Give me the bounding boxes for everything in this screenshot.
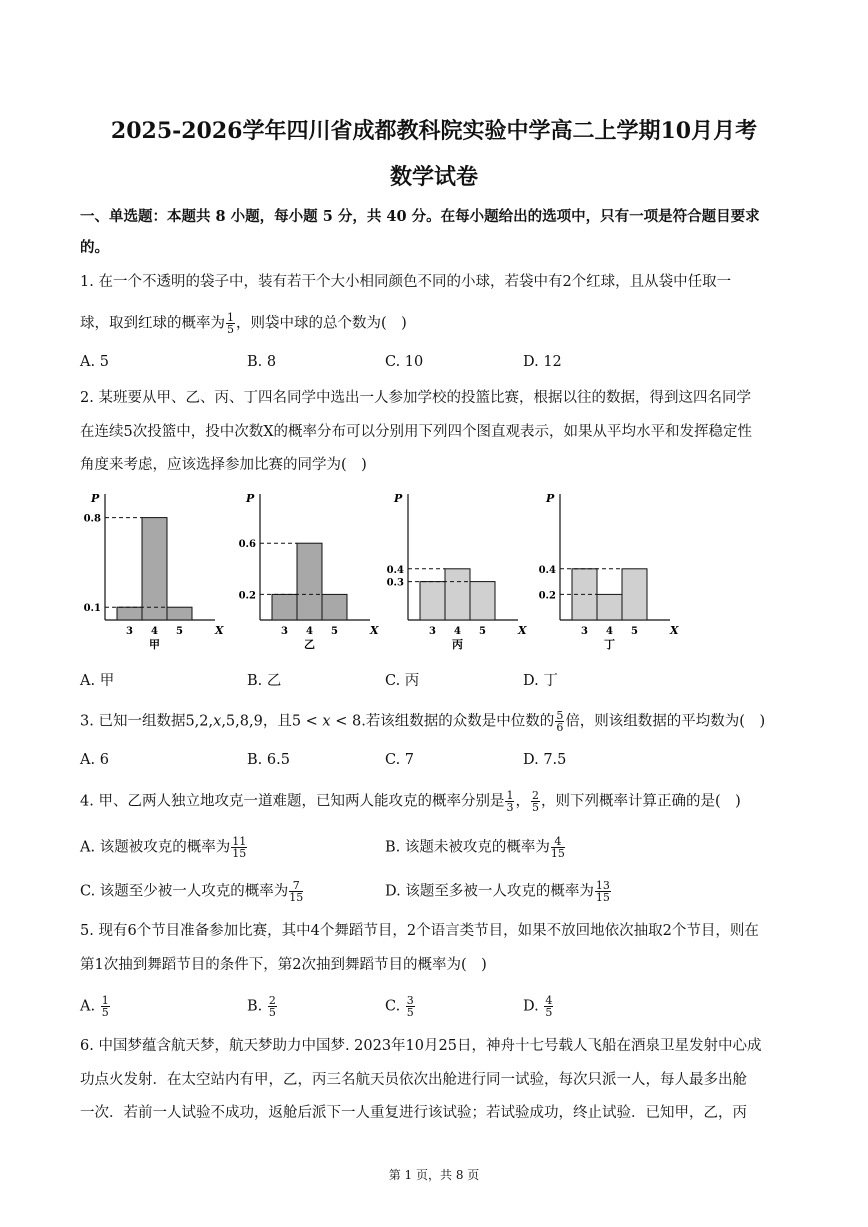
x-axis-label: X (215, 624, 224, 637)
chart-2 (239, 492, 379, 651)
q2-option-d: D. 丁 (523, 673, 558, 689)
q3-line: 3. 已知一组数据5,2,x,5,8,9，且5 < x < 8.若该组数据的众数是中位数的 $\frac{5}{6}$ 倍，则该组数据的平均数为( ) (80, 709, 766, 734)
fraction: $\frac{4}{5}$ (545, 994, 553, 1019)
bar (322, 594, 347, 620)
q5-line2: 第1次抽到舞蹈节目的条件下，第2次抽到舞蹈节目的概率为( ) (80, 957, 487, 973)
bar (297, 543, 322, 620)
chart-4 (539, 492, 679, 651)
q2-option-c: C. 丙 (385, 673, 420, 689)
bar (272, 594, 297, 620)
q2-line2: 在连续5次投篮中，投中次数X的概率分布可以分别用下列四个图直观表示，如果从平均水平和发挥稳定性 (80, 424, 753, 440)
q2-line3: 角度来考虑，应该选择参加比赛的同学为( ) (80, 457, 367, 473)
q3-option-a: A. 6 (80, 752, 109, 768)
x-tick-label: 3 (429, 626, 436, 637)
section-heading: 一、单选题：本题共 8 小题，每小题 5 分，共 40 分。在每小题给出的选项中，只有一项是符合题目要求 (80, 208, 760, 225)
y-tick-label: 0.3 (386, 577, 404, 589)
x-tick-label: 5 (479, 626, 486, 637)
q3-option-b: B. 6.5 (247, 752, 290, 768)
y-axis-label: P (546, 492, 555, 505)
fraction: $\frac{11}{15}$ (232, 835, 247, 860)
q2-option-b: B. 乙 (247, 673, 282, 689)
bar (167, 607, 192, 620)
x-tick-label: 4 (454, 626, 461, 637)
page-footer: 第 1 页，共 8 页 (388, 1168, 480, 1182)
q4-line: 4. 甲、乙两人独立地攻克一道难题，已知两人能攻克的概率分别是 $\frac{1}{3}$ ， $\frac{2}{5}$ ，则下列概率计算正确的是( ) (80, 789, 741, 814)
q6-line1: 6. 中国梦蕴含航天梦，航天梦助力中国梦. 2023年10月25日，神舟十七号载人飞船在酒泉卫星发射中心成 (80, 1038, 762, 1054)
x-tick-label: 4 (306, 626, 313, 637)
x-tick-label: 4 (606, 626, 613, 637)
y-axis-label: P (246, 492, 255, 505)
chart-name-label: 乙 (304, 638, 315, 651)
q5-option-c: C. $\frac{3}{5}$ (385, 994, 414, 1019)
chart-1 (84, 492, 224, 651)
q3-option-d: D. 7.5 (523, 752, 567, 768)
bar (597, 594, 622, 620)
q1-line2: 球，取到红球的概率为 $\frac{1}{5}$ ，则袋中球的总个数为( ) (80, 311, 407, 336)
y-tick-label: 0.4 (386, 564, 404, 576)
q2-charts (0, 480, 868, 660)
fraction: $\frac{7}{15}$ (289, 879, 304, 904)
q2-option-a: A. 甲 (80, 673, 115, 689)
q1-option-d: D. 12 (523, 354, 562, 370)
q1-line1: 1. 在一个不透明的袋子中，装有若干个大小相同颜色不同的小球，若袋中有2个红球，且从袋中任取一 (80, 274, 732, 290)
section-heading-cont: 的。 (80, 239, 109, 256)
fraction: $\frac{1}{5}$ (227, 311, 234, 336)
x-tick-label: 3 (581, 626, 588, 637)
bar (622, 569, 647, 620)
fraction: $\frac{1}{5}$ (101, 994, 109, 1019)
x-axis-label: X (670, 624, 679, 637)
x-tick-label: 4 (151, 626, 158, 637)
bar (445, 569, 470, 620)
q5-option-a: A. $\frac{1}{5}$ (80, 994, 109, 1019)
y-tick-label: 0.1 (83, 603, 101, 615)
bar (117, 607, 142, 620)
q4-option-a: A. 该题被攻克的概率为 $\frac{11}{15}$ (80, 835, 247, 860)
q5-option-d: D. $\frac{4}{5}$ (523, 994, 553, 1019)
fraction: $\frac{1}{3}$ (506, 789, 514, 814)
q6-line2: 功点火发射．在太空站内有甲，乙，丙三名航天员依次出舱进行同一试验，每次只派一人，每人最多出舱 (80, 1072, 747, 1088)
chart-name-label: 丙 (452, 638, 463, 651)
y-tick-label: 0.2 (538, 590, 556, 602)
q1-option-b: B. 8 (247, 354, 277, 370)
q5-option-b: B. $\frac{2}{5}$ (247, 994, 276, 1019)
fraction: $\frac{5}{6}$ (556, 709, 564, 734)
chart-3 (387, 492, 527, 651)
x-tick-label: 3 (126, 626, 133, 637)
fraction: $\frac{4}{15}$ (550, 835, 565, 860)
q4-option-b: B. 该题未被攻克的概率为 $\frac{4}{15}$ (385, 835, 565, 860)
x-axis-label: X (518, 624, 527, 637)
chart-name-label: 甲 (149, 638, 160, 651)
exam-title: 2025-2026学年四川省成都教科院实验中学高二上学期10月月考 (110, 118, 758, 144)
y-tick-label: 0.8 (83, 513, 101, 525)
exam-subtitle: 数学试卷 (389, 164, 478, 190)
y-tick-label: 0.6 (238, 539, 256, 551)
q4-option-d: D. 该题至多被一人攻克的概率为 $\frac{13}{15}$ (385, 879, 610, 904)
y-axis-label: P (91, 492, 100, 505)
q1-option-c: C. 10 (385, 354, 424, 370)
x-axis-label: X (370, 624, 379, 637)
fraction: $\frac{13}{15}$ (595, 879, 610, 904)
y-tick-label: 0.4 (538, 564, 556, 576)
bar (470, 582, 495, 620)
chart-name-label: 丁 (604, 638, 615, 651)
bar (420, 582, 445, 620)
fraction: $\frac{3}{5}$ (406, 994, 414, 1019)
q2-line1: 2. 某班要从甲、乙、丙、丁四名同学中选出一人参加学校的投篮比赛，根据以往的数据，得到这四名同学 (80, 390, 751, 406)
bar (142, 518, 167, 620)
x-tick-label: 5 (331, 626, 338, 637)
q3-option-c: C. 7 (385, 752, 415, 768)
q5-line1: 5. 现有6个节目准备参加比赛，其中4个舞蹈节目，2个语言类节目，如果不放回地依次抽取2个节目，则在 (80, 923, 759, 939)
fraction: $\frac{2}{5}$ (268, 994, 276, 1019)
x-tick-label: 5 (176, 626, 183, 637)
y-tick-label: 0.2 (238, 590, 256, 602)
x-tick-label: 5 (631, 626, 638, 637)
q6-line3: 一次．若前一人试验不成功，返舱后派下一人重复进行该试验；若试验成功，终止试验．已知甲，乙，丙 (80, 1105, 747, 1121)
y-axis-label: P (394, 492, 403, 505)
x-tick-label: 3 (281, 626, 288, 637)
q4-option-c: C. 该题至少被一人攻克的概率为 $\frac{7}{15}$ (80, 879, 304, 904)
q1-option-a: A. 5 (80, 354, 109, 370)
fraction: $\frac{2}{5}$ (531, 789, 539, 814)
